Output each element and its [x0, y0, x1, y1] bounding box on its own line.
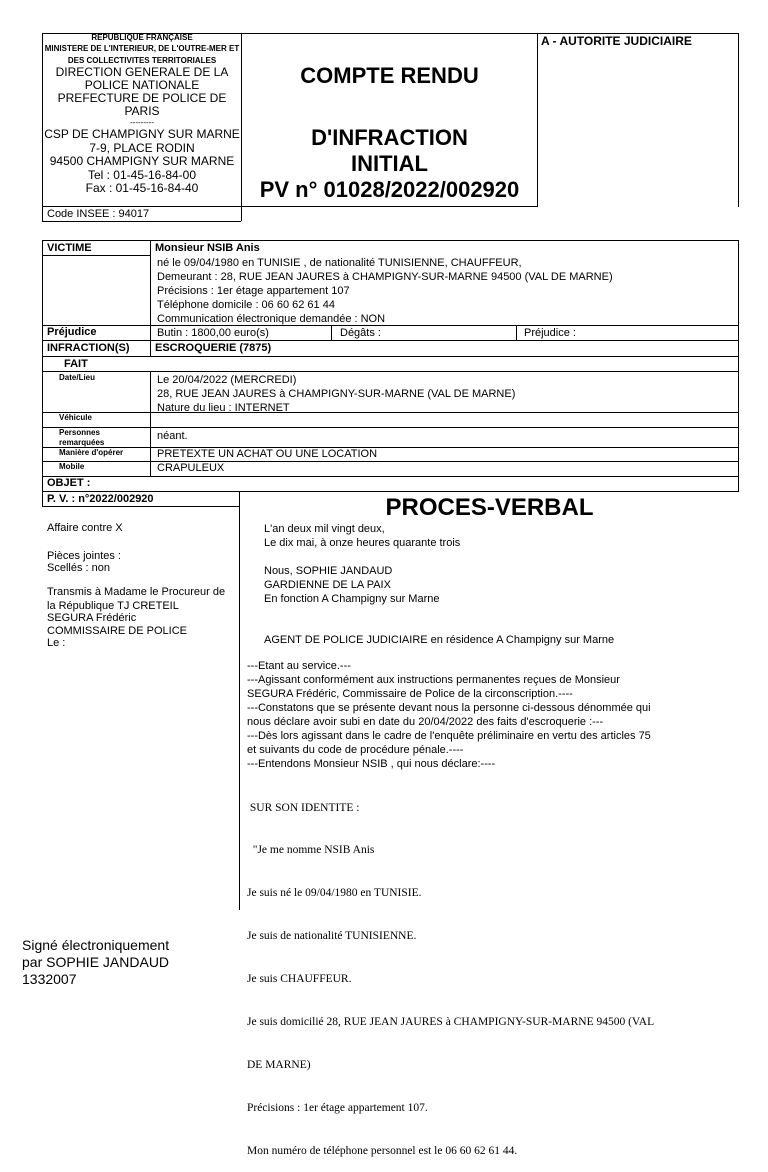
nous-block [264, 564, 439, 606]
agent-line [264, 633, 614, 647]
title-line-1: COMPTE RENDU [300, 63, 479, 88]
code-insee: Code INSEE : 94017 [47, 208, 150, 220]
fait-date: Le 20/04/2022 (MERCREDI) [157, 374, 297, 386]
date-lieu-value [157, 373, 515, 415]
victim-label: VICTIME [47, 242, 92, 254]
maniere-value: PRETEXTE UN ACHAT OU UNE LOCATION [157, 448, 378, 460]
declaration-line: SUR SON IDENTITE : [247, 801, 360, 814]
personnes-label-line: Personnes [59, 428, 100, 437]
maniere-label: Manière d'opérer [59, 448, 124, 457]
body-line: ---Entendons Monsieur NSIB , qui nous déclare:---- [247, 758, 496, 770]
signature-line: 1332007 [22, 971, 77, 987]
affaire: Affaire contre X [47, 522, 123, 534]
pv-number: P. V. : n°2022/002920 [47, 493, 154, 505]
scelles: Scellés : non [47, 562, 110, 574]
direction-line: DIRECTION GENERALE DE LA [55, 65, 229, 79]
authority-label: A - AUTORITE JUDICIAIRE [541, 34, 692, 48]
ministry-block [43, 33, 241, 67]
transmis-line: Transmis à Madame le Procureur de [47, 586, 226, 598]
body-line: et suivants du code de procédure pénale.---- [247, 744, 464, 756]
mobile-label: Mobile [59, 462, 85, 471]
victim-precisions: Précisions : 1er étage appartement 107 [157, 285, 350, 297]
nous-line: GARDIENNE DE LA PAIX [264, 579, 391, 591]
nous-line: Nous, SOPHIE JANDAUD [264, 565, 393, 577]
infraction-label: INFRACTION(S) [47, 342, 130, 354]
date-lieu-label: Date/Lieu [59, 373, 96, 382]
declaration-line: Je suis né le 09/04/1980 en TUNISIE. [247, 887, 422, 900]
nous-line: En fonction A Champigny sur Marne [264, 593, 440, 605]
declaration-line: DE MARNE) [247, 1058, 311, 1071]
victim-phone: Téléphone domicile : 06 60 62 61 44 [157, 299, 335, 311]
pieces-jointes: Pièces jointes : [47, 550, 121, 562]
pv-date-line: L'an deux mil vingt deux, [264, 523, 385, 535]
signature-line: par SOPHIE JANDAUD [22, 954, 170, 970]
fait-label: FAIT [64, 358, 88, 370]
prejudice-label: Préjudice [47, 326, 97, 338]
declaration-line: Précisions : 1er étage appartement 107. [247, 1101, 428, 1114]
service-line: Tel : 01-45-16-84-00 [87, 167, 197, 182]
vehicule-label: Véhicule [59, 413, 92, 422]
direction-block [43, 66, 241, 127]
personnes-label-line: remarquées [59, 437, 105, 447]
service-block [43, 128, 241, 196]
mobile-value: CRAPULEUX [157, 462, 225, 474]
declaration-line: Je suis domicilié 28, RUE JEAN JAURES à CHAMPIGNY-SUR-MARNE 94500 (VAL [247, 1016, 655, 1029]
service-line: 7-9, PLACE RODIN [89, 140, 195, 155]
transmis-line: Le : [47, 637, 66, 649]
personnes-value: néant. [157, 430, 188, 442]
victim-birth: né le 09/04/1980 en TUNISIE , de nationalité TUNISIENNE, CHAUFFEUR, [157, 257, 522, 269]
victim-communication: Communication électronique demandée : NON [157, 313, 386, 325]
declaration-line: Mon numéro de téléphone personnel est le 06 60 62 61 44. [247, 1144, 518, 1157]
service-line: CSP DE CHAMPIGNY SUR MARNE [44, 127, 240, 141]
personnes-label [59, 428, 104, 447]
service-line: 94500 CHAMPIGNY SUR MARNE [49, 154, 235, 168]
direction-line: POLICE NATIONALE [84, 78, 200, 92]
direction-separator: --------- [130, 118, 154, 127]
agent-title: AGENT DE POLICE JUDICIAIRE [264, 634, 428, 646]
victim-details [157, 256, 613, 326]
fait-address: 28, RUE JEAN JAURES à CHAMPIGNY-SUR-MARNE (VAL DE MARNE) [157, 388, 516, 400]
prejudice-value: Préjudice : [524, 327, 576, 339]
body-line: ---Agissant conformément aux instructions permanentes reçues de Monsieur [247, 674, 620, 686]
butin-value: Butin : 1800,00 euro(s) [157, 327, 269, 339]
victim-name: Monsieur NSIB Anis [155, 242, 260, 254]
body-line: ---Constatons que se présente devant nous la personne ci-dessous dénommée qui [247, 702, 651, 714]
signature-line: Signé électroniquement [22, 937, 170, 953]
infraction-value: ESCROQUERIE (7875) [155, 342, 272, 354]
degats-value: Dégâts : [340, 327, 381, 339]
title-line-4: PV n° 01028/2022/002920 [259, 177, 520, 202]
declaration-block [247, 772, 654, 1172]
service-line: Fax : 01-45-16-84-40 [85, 181, 199, 195]
direction-line: PREFECTURE DE POLICE DE [57, 91, 227, 105]
agent-residence: en résidence A Champigny sur Marne [427, 634, 615, 646]
body-line: SEGURA Frédéric, Commissaire de Police de la circonscription.---- [247, 688, 573, 700]
declaration-line: "Je me nomme NSIB Anis [247, 844, 375, 857]
objet-label: OBJET : [47, 477, 91, 489]
transmis-line: SEGURA Frédéric [47, 612, 137, 624]
ministry-line: MINISTERE DE L'INTERIEUR, DE L'OUTRE-MER ET [44, 43, 240, 53]
title-line-2: D'INFRACTION [311, 125, 468, 150]
declaration-line: Je suis CHAUFFEUR. [247, 973, 352, 986]
document-title [242, 64, 537, 202]
electronic-signature [22, 937, 169, 988]
ministry-line: DES COLLECTIVITES TERRITORIALES [67, 56, 217, 65]
transmis-block [47, 586, 239, 650]
body-line: nous déclare avoir subi en date du 20/04/2022 des faits d'escroquerie :--- [247, 716, 604, 728]
victim-address: Demeurant : 28, RUE JEAN JAURES à CHAMPIGNY-SUR-MARNE 94500 (VAL DE MARNE) [157, 271, 613, 283]
body-line: ---Etant au service.--- [247, 660, 351, 672]
title-line-3: INITIAL [351, 151, 428, 176]
pv-date-line: Le dix mai, à onze heures quarante trois [264, 537, 461, 549]
body-line: ---Dès lors agissant dans le cadre de l'enquête préliminaire en vertu des articles 75 [247, 730, 651, 742]
declaration-line: Je suis de nationalité TUNISIENNE. [247, 930, 417, 943]
transmis-line: COMMISSAIRE DE POLICE [47, 624, 187, 637]
ministry-line: REPUBLIQUE FRANÇAISE [91, 33, 193, 42]
fait-nature: Nature du lieu : INTERNET [157, 402, 290, 414]
pv-body [247, 659, 651, 771]
pv-date-block [264, 522, 460, 550]
proces-verbal-title: PROCES-VERBAL [385, 494, 594, 521]
direction-line: PARIS [124, 104, 160, 118]
transmis-line: la République TJ CRETEIL [47, 599, 179, 612]
